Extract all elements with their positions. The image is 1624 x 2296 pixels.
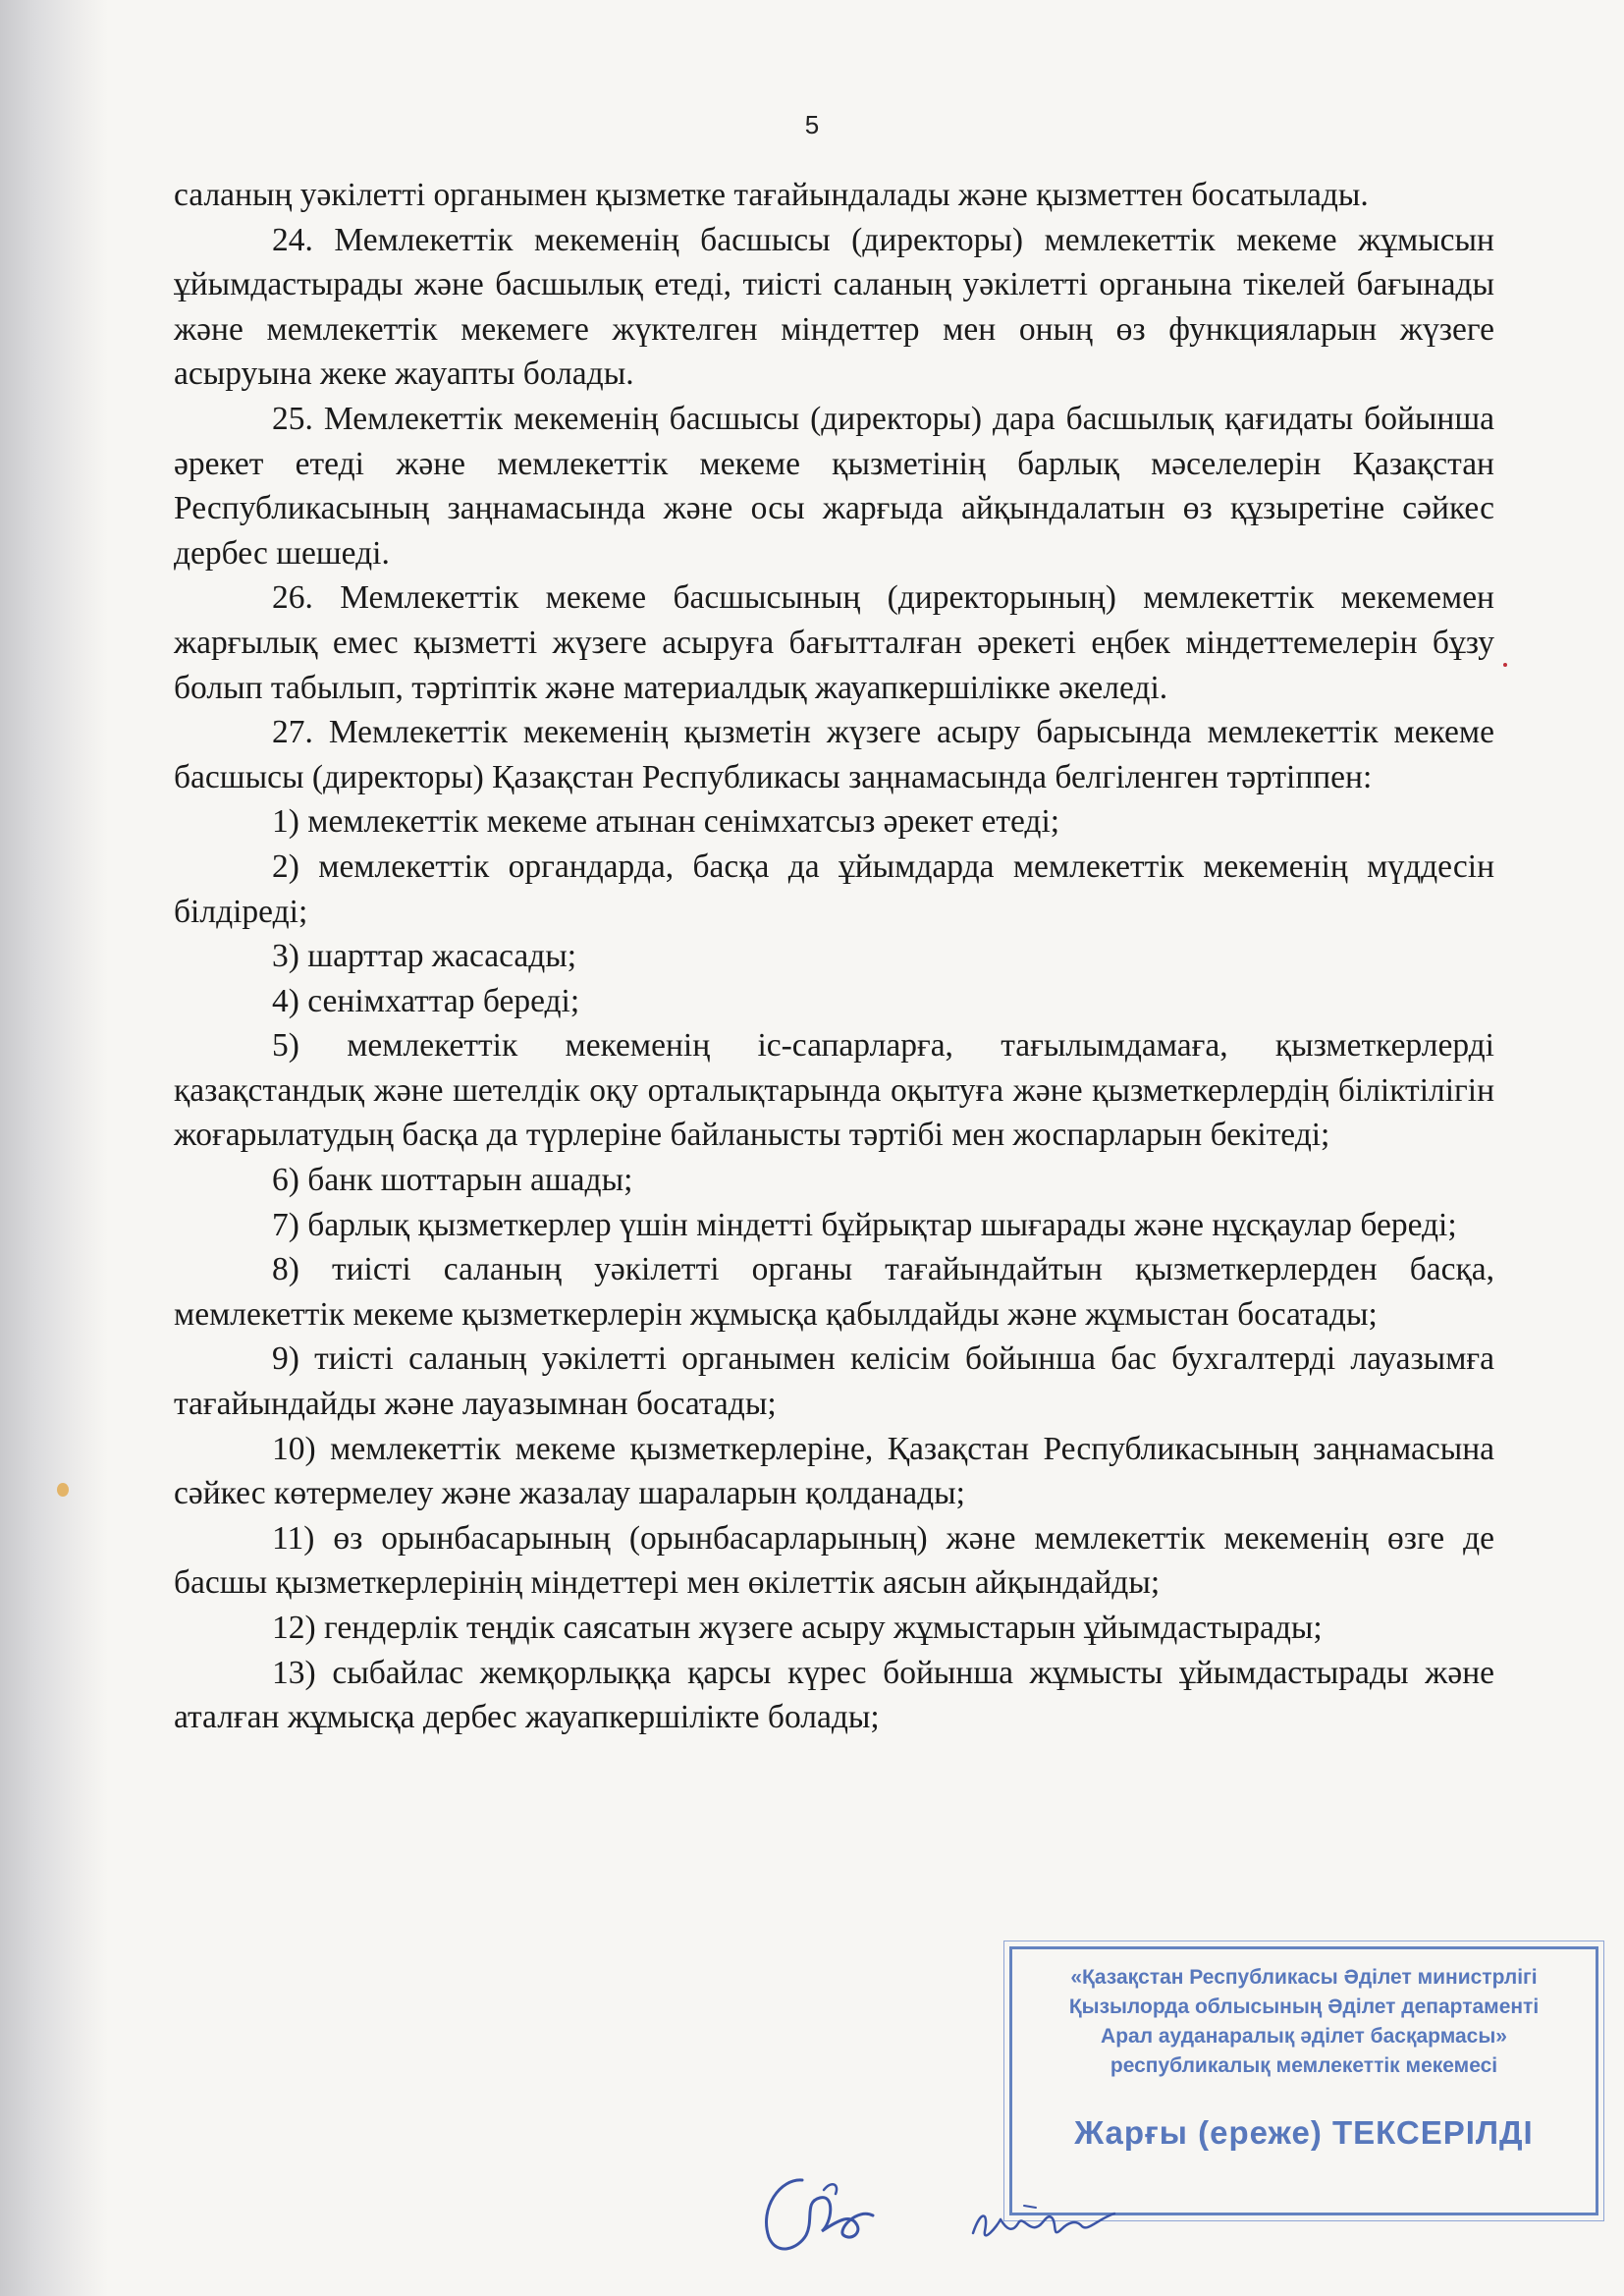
stamp-verification-text: Жарғы (ереже) ТЕКСЕРІЛДІ <box>1074 2114 1534 2151</box>
signature-2 <box>967 2190 1124 2259</box>
paragraph: 4) сенімхаттар береді; <box>272 982 580 1019</box>
stamp-line: «Қазақстан Республикасы Әділет министрлігі <box>1070 1966 1538 1989</box>
paragraph: 5) мемлекеттік мекеменің іс-сапарларға, тағылымдамаға, қызметкерлерді қазақстандық және шетелдік оқу орталықтарында оқытуға және қызметкерлердің біліктілігін жоғарылатудың басқа да түрлеріне байланысты тәртібі мен жоспарларын бекітеді; <box>174 1027 1494 1154</box>
paragraph: 25. Мемлекеттік мекеменің басшысы (директоры) дара басшылық қағидаты бойынша әрекет етеді және мемлекеттік мекеме қызметінің барлық мәселелерін Қазақстан Республикасының заңнамасында және осы жарғыда айқындалатын өз құзыретіне сәйкес дербес шешеді. <box>174 400 1494 572</box>
binding-shadow <box>0 0 108 2296</box>
paper-stain <box>57 1483 69 1497</box>
stamp-line: Қызылорда облысының Әділет департаменті <box>1068 1995 1540 2018</box>
paragraph: 13) сыбайлас жемқорлыққа қарсы күрес бойынша жұмысты ұйымдастырады және аталған жұмысқа дербес жауапкершілікте болады; <box>174 1654 1494 1736</box>
paragraph: 3) шарттар жасасады; <box>272 938 577 975</box>
ink-dot <box>1503 663 1507 667</box>
signature-1 <box>741 2151 889 2269</box>
paragraph: 11) өз орынбасарының (орынбасарларының) және мемлекеттік мекеменің өзге де басшы қызметкерлерінің міндеттері мен өкілеттік аясын айқындайды; <box>174 1519 1494 1602</box>
paragraph: 27. Мемлекеттік мекеменің қызметін жүзеге асыру барысында мемлекеттік мекеме басшысы (директоры) Қазақстан Республикасы заңнамасында белгіленген тәртіппен: <box>174 714 1494 795</box>
paragraph: 8) тиісті саланың уәкілетті органы тағайындайтын қызметкерлерден басқа, мемлекеттік мекеме қызметкерлерін жұмысқа қабылдайды және жұмыстан босатады; <box>174 1251 1494 1333</box>
document-body <box>174 173 1494 1740</box>
paragraph: 10) мемлекеттік мекеме қызметкерлеріне, Қазақстан Республикасының заңнамасына сәйкес көтермелеу және жазалау шараларын қолданады; <box>174 1430 1494 1512</box>
stamp-text-block <box>1012 1949 1596 2081</box>
paragraph: 24. Мемлекеттік мекеменің басшысы (директоры) мемлекеттік мекеме жұмысын ұйымдастырады және басшылық етеді, тиісті саланың уәкілетті органына тікелей бағынады және мемлекеттік мекемеге жүктелген міндеттер мен оның өз функцияларын жүзеге асыруына жеке жауапты болады. <box>174 221 1494 393</box>
paragraph: 2) мемлекеттік органдарда, басқа да ұйымдарда мемлекеттік мекеменің мүддесін білдіреді; <box>174 847 1494 930</box>
paragraph: 26. Мемлекеттік мекеме басшысының (директорының) мемлекеттік мекемемен жарғылық емес қызметті жүзеге асыруға бағытталған әрекеті еңбек міндеттемелерін бұзу болып табылып, тәртіптік және материалдық жауапкершілікке әкеледі. <box>174 579 1494 706</box>
paragraph: 1) мемлекеттік мекеме атынан сенімхатсыз әрекет етеді; <box>272 803 1060 841</box>
page-number: 5 <box>804 110 820 139</box>
stamp-line: Арал ауданаралық әділет басқармасы» <box>1101 2025 1507 2048</box>
stamp-line: республикалық мемлекеттік мекемесі <box>1110 2054 1498 2077</box>
paragraph: 7) барлық қызметкерлер үшін міндетті бұйрықтар шығарады және нұсқаулар береді; <box>272 1206 1457 1243</box>
paragraph: 6) банк шоттарын ашады; <box>272 1162 633 1199</box>
paragraph: 12) гендерлік теңдік саясатын жүзеге асыру жұмыстарын ұйымдастырады; <box>272 1610 1323 1646</box>
paragraph: саланың уәкілетті органымен қызметке тағайындалады және қызметтен босатылады. <box>174 177 1369 213</box>
paragraph: 9) тиісті саланың уәкілетті органымен келісім бойынша бас бухгалтерді лауазымға тағайындайды және лауазымнан босатады; <box>174 1340 1494 1423</box>
verification-stamp <box>1009 1946 1598 2215</box>
